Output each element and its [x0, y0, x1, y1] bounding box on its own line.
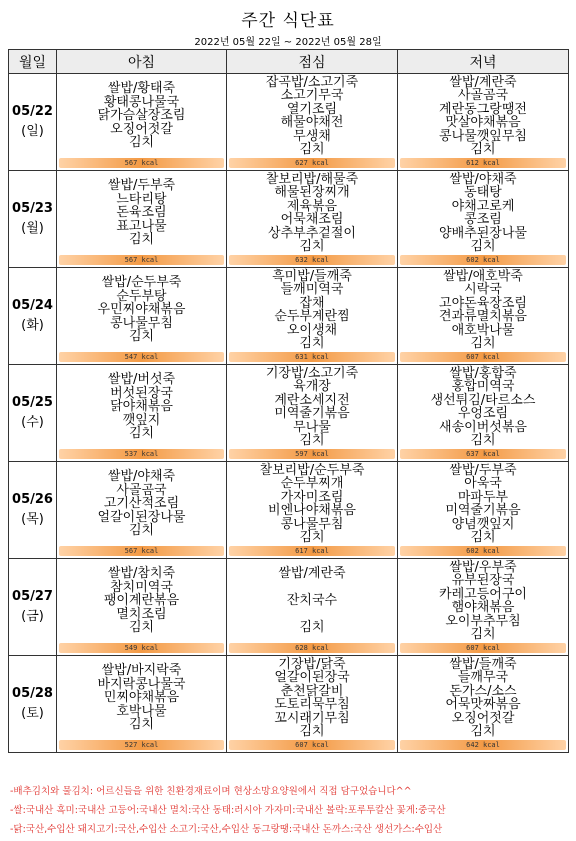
- lunch-cell: [227, 365, 398, 462]
- day-weekday: (수): [21, 415, 44, 430]
- kcal-bar: 567 kcal: [59, 546, 224, 556]
- menu-item-list: [57, 171, 226, 255]
- kcal-bar: 632 kcal: [229, 255, 395, 265]
- table-row: [9, 656, 569, 753]
- day-cell: [9, 656, 57, 753]
- kcal-bar: 617 kcal: [229, 546, 395, 556]
- menu-item-list: [398, 365, 568, 449]
- menu-item: 김치: [299, 239, 325, 254]
- menu-item: 제육볶음: [286, 198, 338, 214]
- menu-item: 민찌야채볶음: [103, 690, 180, 706]
- footnote-origin-2: -닭:국산,수입산 돼지고기:국산,수입산 소고기:국산,수입산 동그랑땡:국내산 돈까스:국산 생선가스:수입산: [10, 824, 443, 835]
- dinner-cell: [398, 74, 569, 171]
- menu-item-list: [398, 268, 568, 352]
- kcal-bar: 607 kcal: [229, 740, 395, 750]
- menu-item: 깻잎지: [122, 412, 161, 428]
- menu-item: 순두부찌개: [280, 476, 344, 491]
- menu-item: 표고나물: [116, 218, 167, 234]
- dinner-cell: [398, 656, 569, 753]
- breakfast-cell: [57, 268, 227, 365]
- menu-item: 쌀밥/두부죽: [449, 462, 517, 478]
- kcal-bar: 642 kcal: [400, 740, 566, 750]
- lunch-cell: [227, 656, 398, 753]
- menu-item: 비엔나야채볶음: [268, 503, 356, 518]
- menu-item-list: [398, 656, 568, 740]
- menu-item: 쌀밥/야채죽: [449, 171, 517, 187]
- day-date: 05/23: [12, 201, 53, 216]
- dinner-cell: [398, 268, 569, 365]
- menu-item: 콩나물무침: [280, 516, 344, 532]
- menu-item: 쌀밥/황태죽: [107, 81, 176, 97]
- day-weekday: (목): [21, 512, 44, 527]
- menu-item: 우민찌야채볶음: [97, 302, 186, 318]
- day-cell: [9, 559, 57, 656]
- menu-item: 김치: [299, 724, 325, 739]
- menu-item: 카레고등어구이: [439, 586, 527, 602]
- day-date: 05/26: [12, 492, 53, 507]
- menu-item: 김치: [299, 433, 325, 448]
- menu-item: 사골곰국: [116, 482, 167, 498]
- menu-item-list: [227, 171, 397, 255]
- menu-item-list: [57, 462, 226, 546]
- menu-item-list: [57, 656, 226, 740]
- menu-item: 김치: [470, 433, 496, 448]
- kcal-bar: 607 kcal: [400, 643, 566, 653]
- menu-item: 계란소세지전: [274, 392, 350, 408]
- kcal-bar: 549 kcal: [59, 643, 224, 653]
- menu-item: 쌀밥/참치죽: [107, 566, 176, 582]
- footnote-origin-1: -쌀:국내산 흑미:국내산 고등어:국내산 멸치:국산 동태:러시아 가자미:국내산 볼락:포루투칼산 꽃게:중국산: [10, 805, 446, 816]
- menu-item-list: [227, 462, 397, 546]
- footnotes: [10, 782, 570, 839]
- menu-item: 생선튀김/타르소스: [430, 392, 536, 408]
- menu-item: 콩조림: [464, 212, 502, 227]
- menu-item: 쌀밥/들깨죽: [449, 656, 517, 672]
- menu-item: 상추부추겉절이: [268, 225, 356, 241]
- menu-item: 애호박나물: [451, 322, 515, 338]
- page-title: 주간 식단표: [241, 11, 335, 31]
- day-cell: [9, 74, 57, 171]
- day-date: 05/25: [12, 395, 53, 410]
- menu-item: 햄야채볶음: [451, 600, 515, 615]
- table-row: [9, 268, 569, 365]
- menu-item: 오이부추무침: [445, 613, 521, 629]
- lunch-cell: [227, 171, 398, 268]
- kcal-bar: 627 kcal: [229, 158, 395, 168]
- menu-item: 김치: [128, 232, 155, 248]
- kcal-bar: 607 kcal: [400, 352, 566, 362]
- menu-item: 열기조림: [286, 101, 338, 117]
- menu-item: 호박나물: [116, 703, 167, 719]
- menu-item: 김치: [470, 142, 496, 157]
- dinner-cell: [398, 559, 569, 656]
- table-row: [9, 171, 569, 268]
- breakfast-cell: [57, 559, 227, 656]
- menu-item: 오이생채: [286, 322, 338, 338]
- day-weekday: (화): [21, 318, 44, 333]
- menu-item: 무나물: [293, 419, 331, 435]
- menu-item: 쌀밥/바지락죽: [101, 663, 182, 679]
- menu-item: 김치: [299, 142, 325, 157]
- day-weekday: (월): [21, 221, 44, 236]
- date-range: 2022년 05월 22일 ~ 2022년 05월 28일: [194, 37, 382, 48]
- menu-item: 김치: [128, 523, 155, 539]
- menu-item-list: [227, 656, 397, 740]
- menu-item: 잡채: [299, 295, 325, 311]
- menu-item: 새송이버섯볶음: [439, 419, 527, 435]
- menu-item: 순두부탕: [116, 288, 167, 304]
- menu-item: 육개장: [293, 379, 331, 394]
- menu-item: 콩나물깻잎무침: [439, 128, 527, 144]
- lunch-cell: [227, 74, 398, 171]
- menu-item: 김치: [128, 620, 155, 636]
- breakfast-cell: [57, 365, 227, 462]
- menu-item: 잔치국수: [286, 593, 338, 609]
- kcal-bar: 628 kcal: [229, 643, 395, 653]
- meal-table: [8, 49, 569, 753]
- menu-item: 고기산적조림: [103, 496, 180, 512]
- menu-item-list: [398, 74, 568, 158]
- menu-item: 멸치조림: [116, 606, 167, 622]
- menu-item: 돈가스/소스: [449, 683, 517, 699]
- menu-item: 얼갈이된장국: [274, 670, 350, 685]
- header-lunch: 점심: [227, 50, 398, 74]
- menu-item: 우엉조림: [457, 406, 509, 421]
- kcal-bar: 631 kcal: [229, 352, 395, 362]
- menu-item: 시락국: [464, 282, 502, 297]
- menu-item: 김치: [470, 724, 496, 739]
- breakfast-cell: [57, 171, 227, 268]
- menu-item: 꼬시래기무침: [274, 710, 350, 726]
- menu-item-list: [57, 268, 226, 352]
- table-row: [9, 559, 569, 656]
- day-cell: [9, 268, 57, 365]
- menu-item: 순두부계란찜: [274, 309, 350, 324]
- breakfast-cell: [57, 74, 227, 171]
- table-row: [9, 462, 569, 559]
- menu-item: 춘천닭갈비: [280, 683, 344, 699]
- menu-item: 해물야채전: [280, 115, 344, 130]
- footnote-kimchi: -배추김치와 물김치: 어르신들을 위한 친환경재료이며 현상소망요양원에서 직접 담구었습니다^^: [10, 786, 412, 797]
- menu-item-list: [398, 559, 568, 643]
- menu-item: 쌀밥/우부죽: [449, 559, 517, 575]
- menu-item: 김치: [299, 336, 325, 351]
- menu-item: 아욱국: [464, 476, 502, 491]
- menu-item: 김치: [470, 530, 496, 545]
- menu-item-list: [227, 365, 397, 449]
- day-weekday: (일): [21, 124, 44, 139]
- lunch-cell: [227, 559, 398, 656]
- menu-item: 가자미조림: [280, 489, 344, 505]
- menu-item: 팽이계란볶음: [103, 593, 180, 609]
- table-row: [9, 365, 569, 462]
- menu-item-list: [57, 74, 226, 158]
- header-breakfast: 아침: [57, 50, 227, 74]
- menu-item: 견과류멸치볶음: [439, 309, 527, 324]
- menu-item: 미역줄기볶음: [445, 503, 521, 518]
- breakfast-cell: [57, 656, 227, 753]
- menu-item: 야채고로케: [451, 198, 515, 214]
- menu-item: 사골곰국: [457, 88, 509, 103]
- kcal-bar: 537 kcal: [59, 449, 224, 459]
- day-weekday: (토): [21, 706, 44, 721]
- menu-item-list: [227, 74, 397, 158]
- kcal-bar: 612 kcal: [400, 158, 566, 168]
- menu-item: 김치: [128, 135, 155, 151]
- menu-item-list: [227, 268, 397, 352]
- menu-item: 맛살야채볶음: [445, 115, 521, 130]
- menu-item: 김치: [128, 426, 155, 442]
- day-cell: [9, 462, 57, 559]
- day-cell: [9, 365, 57, 462]
- menu-item: 쌀밥/두부죽: [107, 178, 176, 194]
- kcal-bar: 602 kcal: [400, 255, 566, 265]
- menu-item-list: [227, 559, 397, 643]
- day-weekday: (금): [21, 609, 44, 624]
- menu-item: 소고기무국: [280, 88, 344, 103]
- menu-item: 돈육조림: [116, 205, 167, 221]
- menu-item: 기장밥/닭죽: [278, 656, 346, 672]
- menu-item: 오징어젓갈: [451, 710, 515, 726]
- menu-item: 쌀밥/버섯죽: [107, 372, 176, 388]
- menu-item: 김치: [470, 336, 496, 351]
- menu-item: 쌀밥/계란죽: [278, 566, 346, 582]
- menu-item: 고야돈육장조림: [439, 295, 527, 311]
- menu-item: 닭가슴살장조림: [97, 108, 186, 124]
- day-cell: [9, 171, 57, 268]
- menu-item: 바지락콩나물국: [97, 676, 186, 692]
- day-date: 05/24: [12, 298, 53, 313]
- menu-item: 찰보리밥/해물죽: [265, 171, 359, 187]
- menu-item: 황태콩나물국: [103, 94, 180, 110]
- menu-item: 오징어젓갈: [110, 121, 173, 137]
- lunch-cell: [227, 462, 398, 559]
- kcal-bar: 547 kcal: [59, 352, 224, 362]
- meal-table-body: [9, 74, 569, 753]
- day-date: 05/22: [12, 104, 53, 119]
- kcal-bar: 602 kcal: [400, 546, 566, 556]
- menu-item: 미역줄기볶음: [274, 406, 350, 421]
- menu-item: 흑미밥/들깨죽: [272, 268, 352, 284]
- menu-item: 유부된장국: [451, 573, 515, 588]
- menu-item: 찰보리밥/순두부죽: [259, 462, 365, 478]
- menu-item: 쌀밥/야채죽: [107, 469, 176, 485]
- menu-item-list: [398, 171, 568, 255]
- kcal-bar: 637 kcal: [400, 449, 566, 459]
- menu-item: 김치: [128, 717, 155, 733]
- day-date: 05/28: [12, 686, 53, 701]
- dinner-cell: [398, 171, 569, 268]
- day-date: 05/27: [12, 589, 53, 604]
- menu-item: 쌀밥/애호박죽: [443, 268, 523, 284]
- menu-item: 들깨미역국: [280, 282, 344, 297]
- kcal-bar: 597 kcal: [229, 449, 395, 459]
- header-day: 월일: [9, 50, 57, 74]
- menu-item-list: [57, 559, 226, 643]
- menu-item: 어묵맛짜볶음: [445, 697, 521, 712]
- menu-item-list: [398, 462, 568, 546]
- menu-item: 해물된장찌개: [274, 185, 350, 200]
- menu-item: 기장밥/소고기죽: [265, 365, 359, 381]
- header-dinner: 저녁: [398, 50, 569, 74]
- kcal-bar: 567 kcal: [59, 255, 224, 265]
- menu-item: 콩나물무침: [110, 315, 173, 331]
- menu-item: 어묵채조림: [280, 212, 344, 227]
- menu-item: 들깨무국: [457, 670, 509, 685]
- menu-item: 느타리탕: [116, 191, 167, 207]
- menu-item: 계란동그랑땡전: [439, 101, 527, 117]
- menu-item: 쌀밥/계란죽: [449, 74, 517, 90]
- breakfast-cell: [57, 462, 227, 559]
- menu-item: 김치: [299, 620, 325, 636]
- menu-item: 홍합미역국: [451, 379, 515, 394]
- menu-item: 무생채: [293, 128, 331, 144]
- menu-item-list: [57, 365, 226, 449]
- dinner-cell: [398, 365, 569, 462]
- menu-item: 양념깻잎지: [451, 516, 515, 532]
- menu-item: 김치: [470, 627, 496, 642]
- menu-item: 닭야채볶음: [110, 399, 173, 415]
- table-row: [9, 74, 569, 171]
- dinner-cell: [398, 462, 569, 559]
- menu-item: 잡곡밥/소고기죽: [265, 74, 359, 90]
- kcal-bar: 567 kcal: [59, 158, 224, 168]
- menu-item: 쌀밥/홍합죽: [449, 365, 517, 381]
- menu-item: 김치: [299, 530, 325, 545]
- kcal-bar: 527 kcal: [59, 740, 224, 750]
- menu-item: 김치: [128, 329, 155, 345]
- menu-item: 버섯된장국: [110, 385, 173, 401]
- menu-item: 쌀밥/순두부죽: [101, 275, 182, 291]
- menu-item: 도토리묵무침: [274, 697, 350, 712]
- menu-item: 참치미역국: [110, 579, 173, 595]
- menu-item: 얼갈이된장나물: [97, 509, 186, 525]
- table-header-row: [9, 50, 569, 74]
- menu-item: 마파두부: [457, 489, 509, 505]
- menu-item: 김치: [470, 239, 496, 254]
- menu-item: 동태탕: [464, 185, 502, 200]
- menu-item: 양배추된장나물: [439, 225, 527, 241]
- lunch-cell: [227, 268, 398, 365]
